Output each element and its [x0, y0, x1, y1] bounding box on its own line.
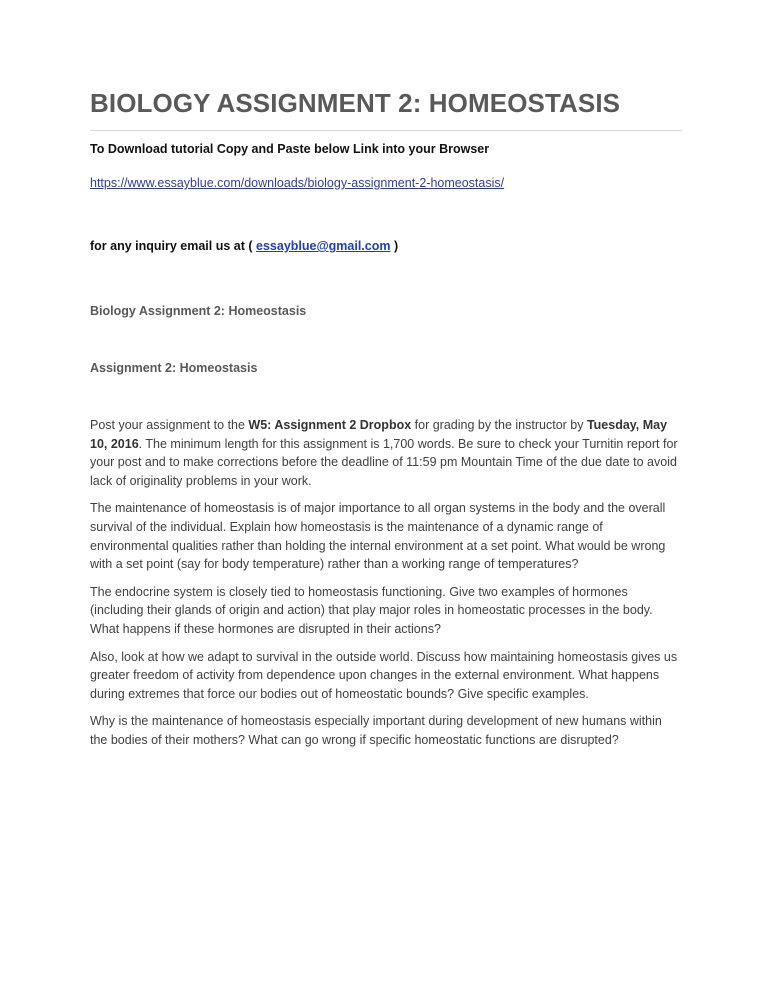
- subheading-assignment: Assignment 2: Homeostasis: [90, 361, 258, 375]
- email-link[interactable]: essayblue@gmail.com: [256, 239, 391, 253]
- paragraph-1-part-3: . The minimum length for this assignment is 1,700 words. Be sure to check your Turnitin report for your post and to make corrections before the deadline of 11:59 pm Mountain Time of the due date to avoid lack of originality problems in your work.: [90, 436, 678, 488]
- paragraph-endocrine: The endocrine system is closely tied to homeostasis functioning. Give two examples of hormones (including their glands of origin and action) that play major roles in homeostatic processes in the body. What happens if these hormones are disrupted in their actions?: [90, 584, 653, 636]
- dropbox-name: W5: Assignment 2 Dropbox: [248, 418, 412, 432]
- document-title: BIOLOGY ASSIGNMENT 2: HOMEOSTASIS: [90, 88, 621, 118]
- inquiry-prefix: for any inquiry email us at (: [90, 239, 257, 253]
- paragraph-1-part-1: Post your assignment to the: [90, 418, 249, 432]
- assignment-body: [90, 416, 682, 759]
- paragraph-1-part-2: for grading by the instructor by: [411, 418, 587, 432]
- paragraph-homeostasis-range: The maintenance of homeostasis is of major importance to all organ systems in the body and the overall survival of the individual. Explain how homeostasis is the maintenance of a dynamic range of environmental qualities rather than holding the internal environment at a set point. What would be wrong with a set point (say for body temperature) rather than a working range of temperatures?: [90, 501, 666, 572]
- inquiry-suffix: ): [390, 239, 399, 253]
- paragraph-adaptation: Also, look at how we adapt to survival in the outside world. Discuss how maintaining homeostasis gives us greater freedom of activity from dependence upon changes in the external environment. What happens during extremes that force our bodies out of homeostatic bounds? Give specific examples.: [90, 649, 678, 701]
- due-date: Tuesday, May 10, 2016: [90, 418, 668, 451]
- subheading-biology-assignment: Biology Assignment 2: Homeostasis: [90, 304, 307, 318]
- download-link[interactable]: https://www.essayblue.com/downloads/biology-assignment-2-homeostasis/: [90, 176, 505, 190]
- inquiry-line: [90, 239, 398, 253]
- title-divider: [90, 130, 682, 131]
- paragraph-development: Why is the maintenance of homeostasis especially important during development of new humans within the bodies of their mothers? What can go wrong if specific homeostatic functions are disrupted?: [90, 714, 662, 747]
- download-link-line: [90, 176, 504, 190]
- paragraph-instructions: [90, 416, 682, 490]
- download-instruction: To Download tutorial Copy and Paste below Link into your Browser: [90, 142, 490, 156]
